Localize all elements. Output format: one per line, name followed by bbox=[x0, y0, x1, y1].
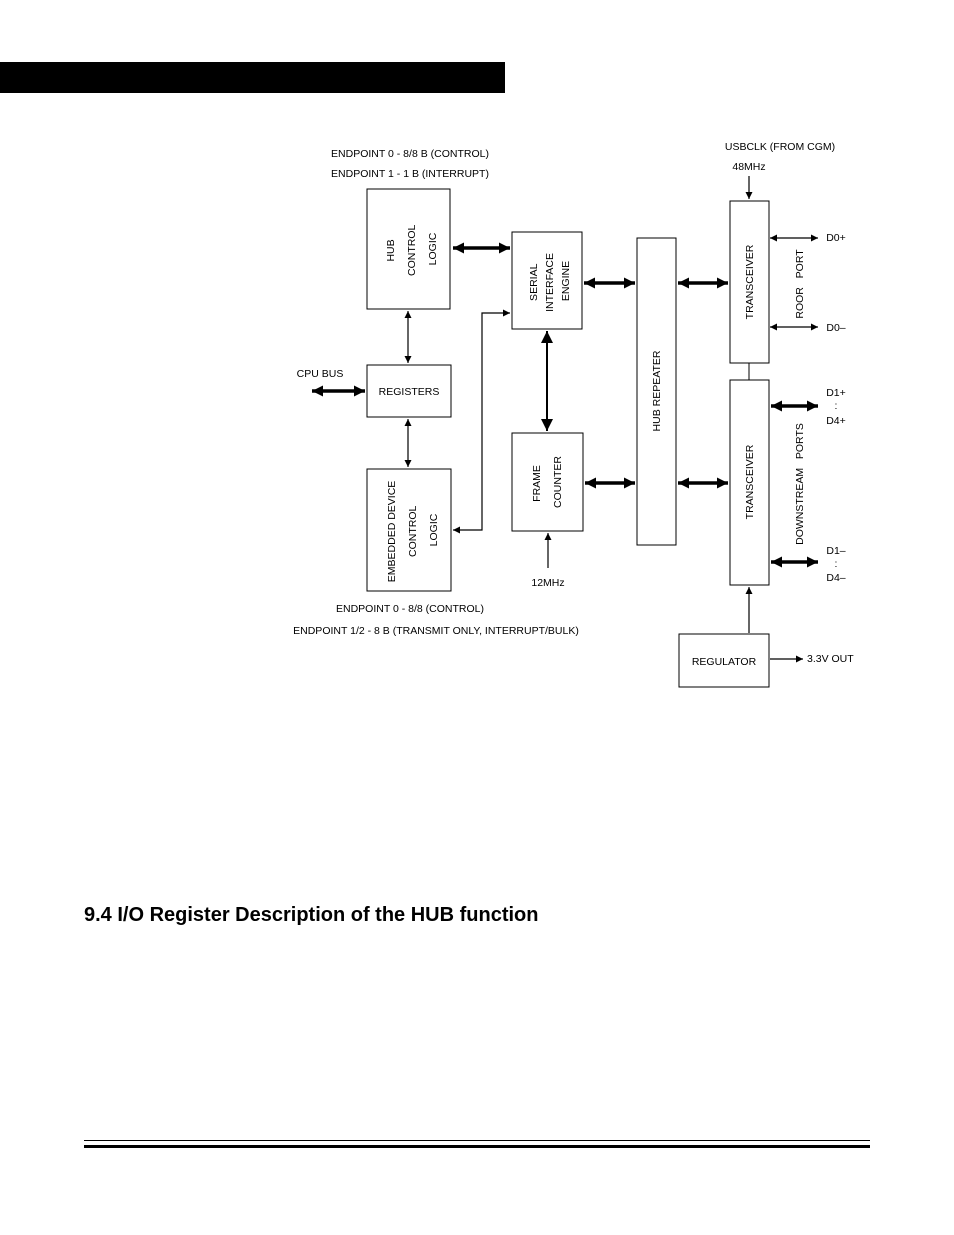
hub-control-line-2: CONTROL bbox=[406, 224, 418, 276]
hub-control-text bbox=[385, 222, 439, 276]
v-out-label: 3.3V OUT bbox=[807, 653, 854, 665]
embedded-to-sie-connector bbox=[453, 313, 510, 530]
embedded-line-3: LOGIC bbox=[428, 513, 440, 547]
embedded-endpoint-0-label: ENDPOINT 0 - 8/8 (CONTROL) bbox=[336, 603, 484, 615]
d1-minus-label: D1– bbox=[826, 545, 846, 557]
transceiver-bottom-text: TRANSCEIVER bbox=[744, 444, 756, 520]
frame-counter-line-1: FRAME bbox=[531, 465, 543, 502]
hub-endpoint-1-label: ENDPOINT 1 - 1 B (INTERRUPT) bbox=[331, 168, 489, 180]
d0-plus-label: D0+ bbox=[826, 232, 846, 244]
embedded-endpoint-12-label: ENDPOINT 1/2 - 8 B (TRANSMIT ONLY, INTERRUPT/BULK) bbox=[293, 625, 579, 637]
embedded-line-1: EMBEDDED DEVICE bbox=[386, 480, 398, 583]
frame-counter-text bbox=[531, 456, 564, 508]
clk-12mhz-label: 12MHz bbox=[531, 577, 565, 589]
usbclk-label: USBCLK (FROM CGM) bbox=[724, 141, 836, 153]
embedded-line-2: CONTROL bbox=[407, 505, 419, 557]
clk-48mhz-label: 48MHz bbox=[732, 161, 766, 173]
footer-rule-thick bbox=[84, 1145, 870, 1148]
registers-text: REGISTERS bbox=[378, 386, 440, 398]
transceiver-top-text: TRANSCEIVER bbox=[744, 244, 756, 320]
sie-line-3: ENGINE bbox=[560, 260, 572, 302]
downstream-ports-label: DOWNSTREAM PORTS bbox=[794, 423, 806, 545]
sie-line-1: SERIAL bbox=[528, 263, 540, 301]
sie-line-2: INTERFACE bbox=[544, 252, 556, 312]
sie-text bbox=[528, 250, 572, 312]
d-minus-colon: : bbox=[834, 558, 838, 570]
frame-counter-block bbox=[512, 433, 583, 531]
hub-control-line-3: LOGIC bbox=[427, 232, 439, 266]
root-port-label: ROOR PORT bbox=[794, 249, 806, 319]
d1-plus-label: D1+ bbox=[826, 387, 846, 399]
embedded-text bbox=[386, 478, 440, 582]
d0-minus-label: D0– bbox=[826, 322, 846, 334]
d4-minus-label: D4– bbox=[826, 572, 846, 584]
cpu-bus-label: CPU BUS bbox=[296, 368, 344, 380]
section-heading: 9.4 I/O Register Description of the HUB function bbox=[84, 904, 539, 926]
hub-control-line-1: HUB bbox=[385, 239, 397, 262]
footer-rule-thin bbox=[84, 1140, 870, 1141]
hub-endpoint-0-label: ENDPOINT 0 - 8/8 B (CONTROL) bbox=[331, 148, 489, 160]
regulator-text: REGULATOR bbox=[691, 656, 757, 668]
d4-plus-label: D4+ bbox=[826, 415, 846, 427]
hub-repeater-text: HUB REPEATER bbox=[651, 350, 663, 432]
frame-counter-line-2: COUNTER bbox=[552, 456, 564, 508]
d-plus-colon: : bbox=[834, 400, 838, 412]
